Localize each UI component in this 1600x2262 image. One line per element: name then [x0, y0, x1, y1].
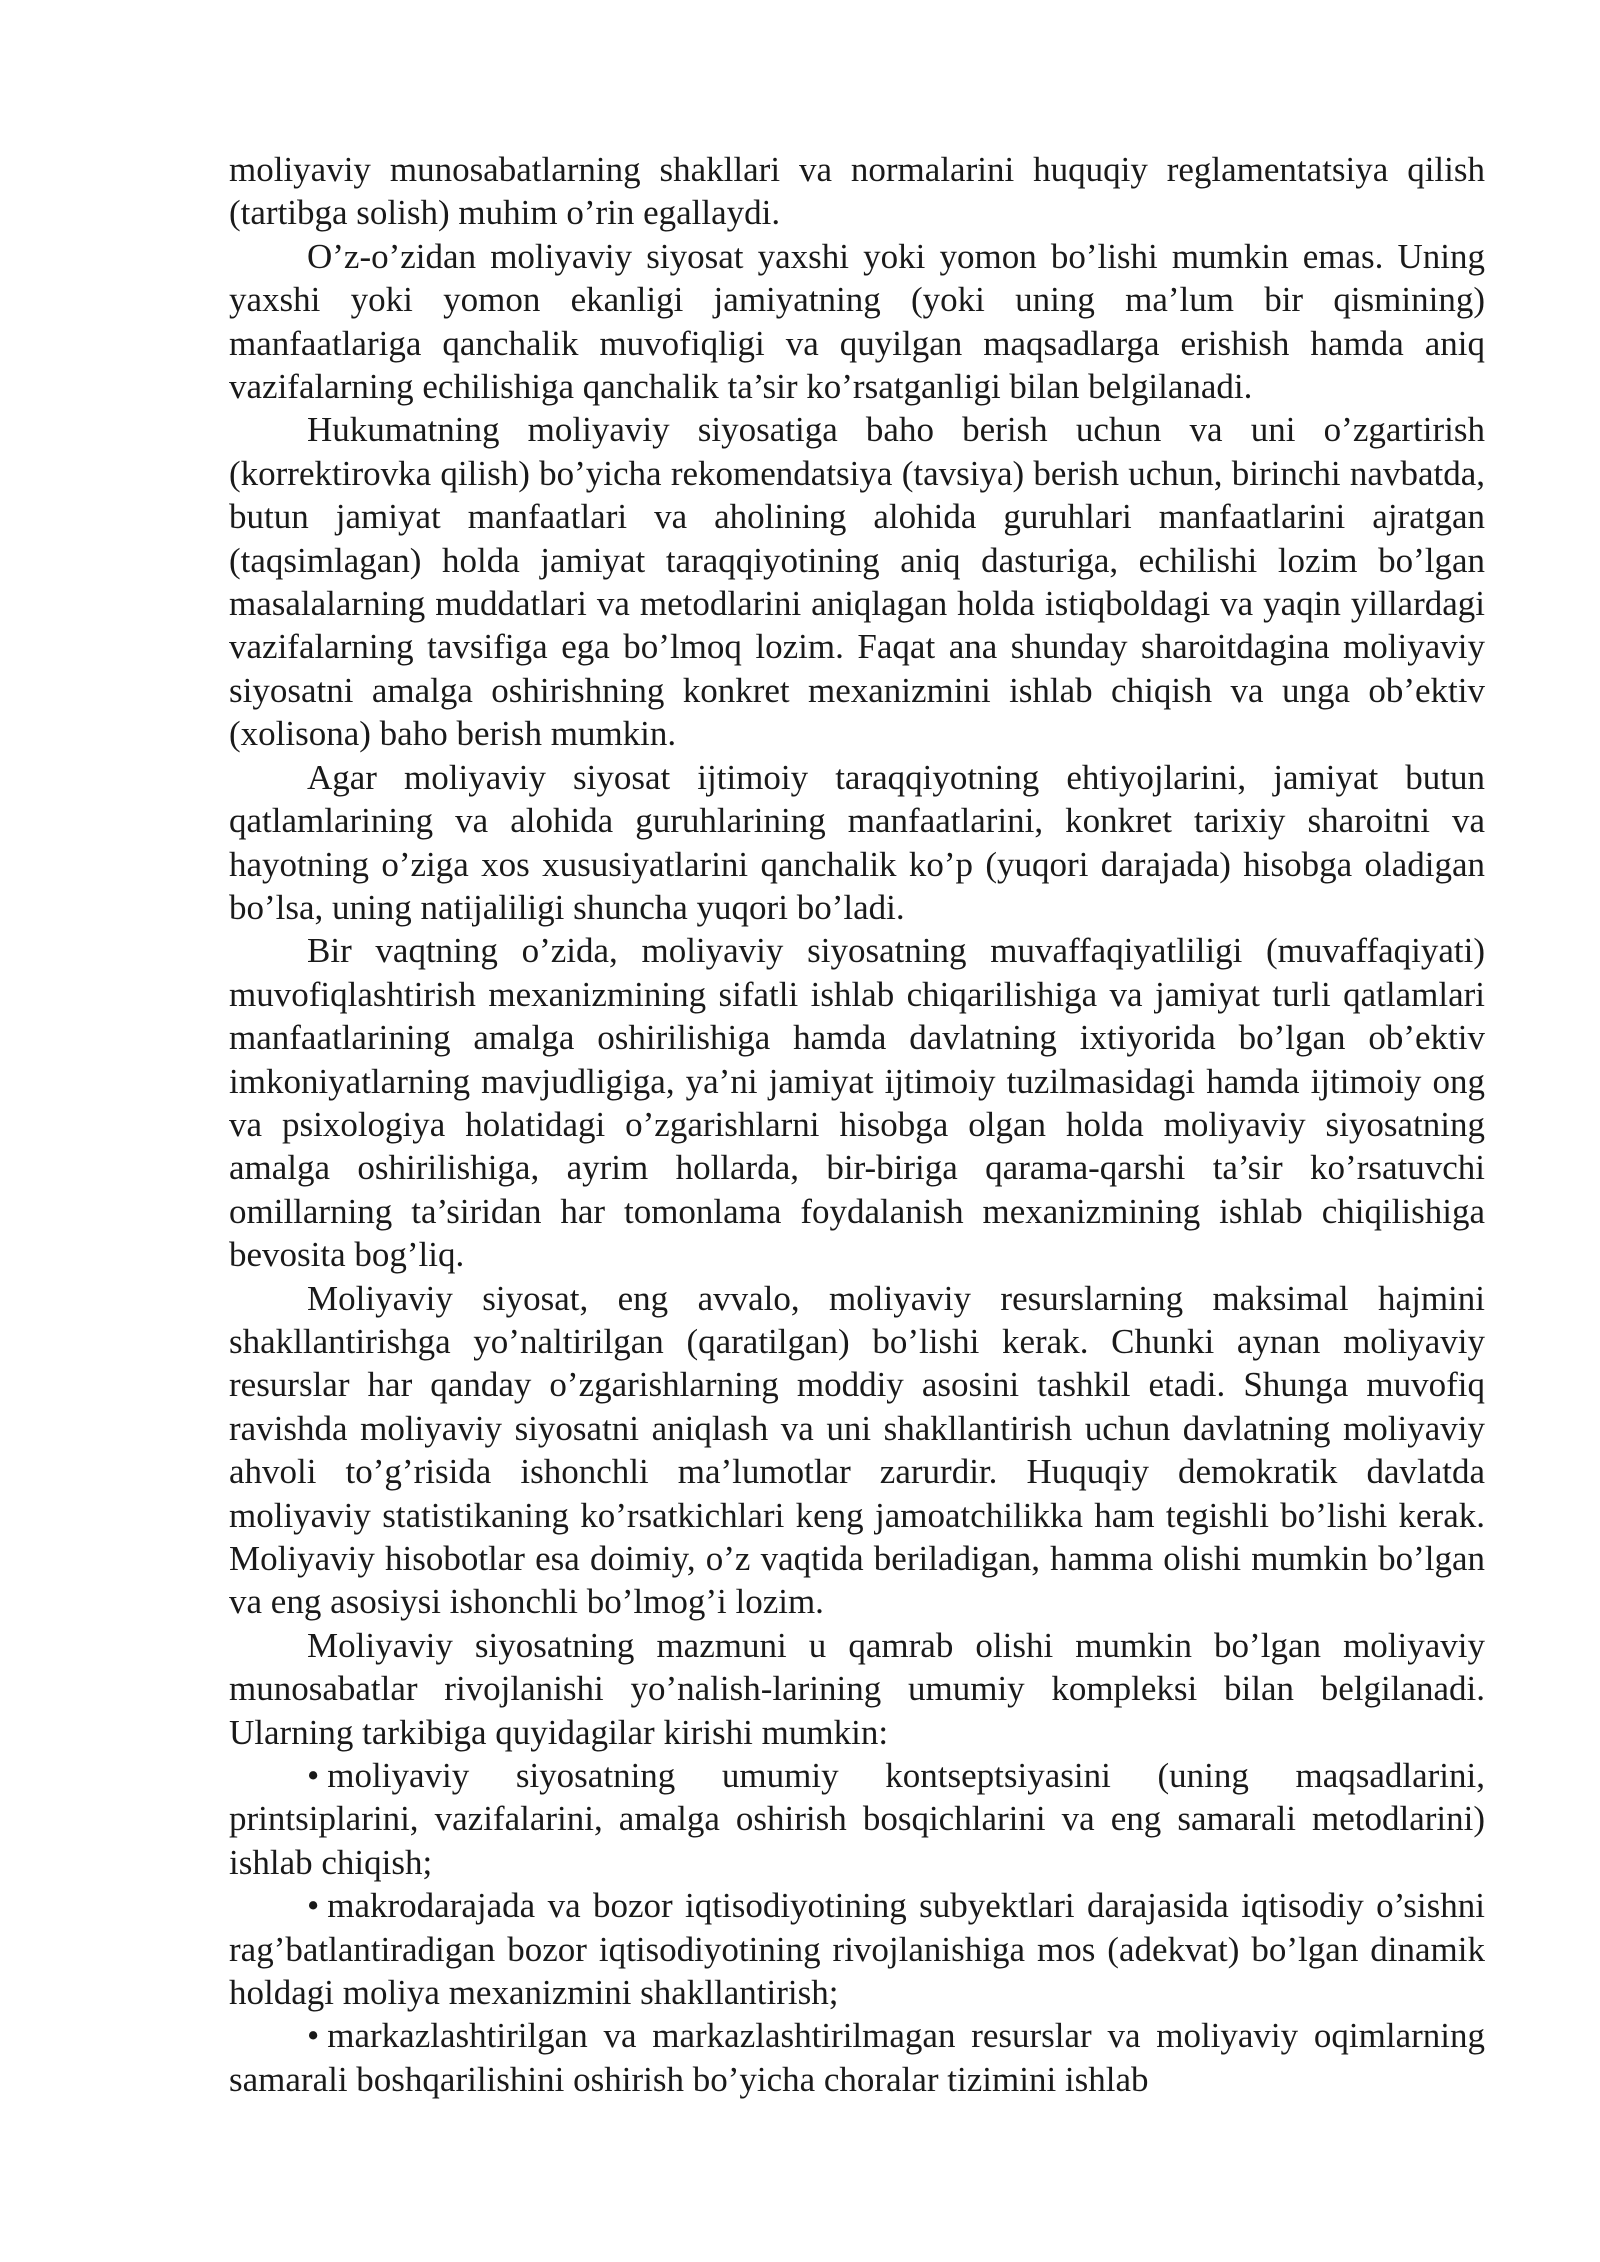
paragraph: Agar moliyaviy siyosat ijtimoiy taraqqiyotning ehtiyojlarini, jamiyat butun qatlamlarining va alohida guruhlarining manfaatlarini, konkret tarixiy sharoitni va hayotning o’ziga xos xususiyatlarini qanchalik ko’p (yuqori darajada) hisobga oladigan bo’lsa, uning natijaliligi shuncha yuqori bo’ladi. [229, 757, 1485, 927]
document-page [229, 148, 1485, 2101]
paragraph-continuation: moliyaviy munosabatlarning shakllari va normalarini huquqiy reglamentatsiya qilish (tartibga solish) muhim o’rin egallaydi. [229, 150, 1485, 233]
paragraph: Moliyaviy siyosatning mazmuni u qamrab olishi mumkin bo’lgan moliyaviy munosabatlar rivojlanishi yo’nalish-larining umumiy kompleksi bilan belgilanadi. Ularning tarkibiga quyidagilar kirishi mumkin: [229, 1625, 1485, 1752]
paragraph: Bir vaqtning o’zida, moliyaviy siyosatning muvaffaqiyatliligi (muvaffaqiyati) muvofiqlashtirish mexanizmining sifatli ishlab chiqarilishiga va jamiyat turli qatlamlari manfaatlarining amalga oshirilishiga hamda davlatning ixtiyorida bo’lgan ob’ektiv imkoniyatlarning mavjudligiga, ya’ni jamiyat ijtimoiy tuzilmasidagi hamda ijtimoiy ong va psixologiya holatidagi o’zgarishlarni hisobga olgan holda moliyaviy siyosatning amalga oshirilishiga, ayrim hollarda, bir-biriga qarama-qarshi ta’sir ko’rsatuvchi omillarning ta’siridan har tomonlama foydalanish mexanizmining ishlab chiqilishiga bevosita bog’liq. [229, 931, 1485, 1275]
paragraph: O’z-o’zidan moliyaviy siyosat yaxshi yoki yomon bo’lishi mumkin emas. Uning yaxshi yoki yomon ekanligi jamiyatning (yoki uning ma’lum bir qismining) manfaatlariga qanchalik muvofiqligi va quyilgan maqsadlarga erishish hamda aniq vazifalarning echilishiga qanchalik ta’sir ko’rsatganligi bilan belgilanadi. [229, 236, 1485, 407]
bullet-item [229, 2014, 1485, 2101]
bullet-marker: • [307, 2016, 320, 2056]
paragraph: Hukumatning moliyaviy siyosatiga baho berish uchun va uni o’zgartirish (korrektirovka qilish) bo’yicha rekomendatsiya (tavsiya) berish uchun, birinchi navbatda, butun jamiyat manfaatlari va aholining alohida guruhlari manfaatlarini ajratgan (taqsimlagan) holda jamiyat taraqqiyotining aniq dasturiga, echilishi lozim bo’lgan masalalarning muddatlari va metodlarini aniqlagan holda istiqboldagi va yaqin yillardagi vazifalarning tavsifiga ega bo’lmoq lozim. Faqat ana shunday sharoitdagina moliyaviy siyosatni amalga oshirishning konkret mexanizmini ishlab chiqish va unga ob’ektiv (xolisona) baho berish mumkin. [229, 410, 1485, 754]
bullet-marker: • [307, 1886, 320, 1926]
bullet-marker: • [307, 1756, 320, 1796]
bullet-item [229, 1754, 1485, 1884]
bullet-text: makrodarajada va bozor iqtisodiyotining subyektlari darajasida iqtisodiy o’sishni rag’batlantiradigan bozor iqtisodiyotining rivojlanishiga mos (adekvat) bo’lgan dinamik holdagi moliya mexanizmini shakllantirish; [229, 1886, 1485, 2013]
paragraph: Moliyaviy siyosat, eng avvalo, moliyaviy resurslarning maksimal hajmini shakllantirishga yo’naltirilgan (qaratilgan) bo’lishi kerak. Chunki aynan moliyaviy resurslar har qanday o’zgarishlarning moddiy asosini tashkil etadi. Shunga muvofiq ravishda moliyaviy siyosatni aniqlash va uni shakllantirish uchun davlatning moliyaviy ahvoli to’g’risida ishonchli ma’lumotlar zarurdir. Huquqiy demokratik davlatda moliyaviy statistikaning ko’rsatkichlari keng jamoatchilikka ham tegishli bo’lishi kerak. Moliyaviy hisobotlar esa doimiy, o’z vaqtida beriladigan, hamma olishi mumkin bo’lgan va eng asosiysi ishonchli bo’lmog’i lozim. [229, 1278, 1485, 1622]
bullet-text: moliyaviy siyosatning umumiy kontseptsiyasini (uning maqsadlarini, printsiplarini, vazifalarini, amalga oshirish bosqichlarini va eng samarali metodlarini) ishlab chiqish; [229, 1756, 1485, 1882]
bullet-text: markazlashtirilgan va markazlashtirilmagan resurslar va moliyaviy oqimlarning samarali boshqarilishini oshirish bo’yicha choralar tizimini ishlab [229, 2016, 1485, 2099]
bullet-item [229, 1884, 1485, 2014]
